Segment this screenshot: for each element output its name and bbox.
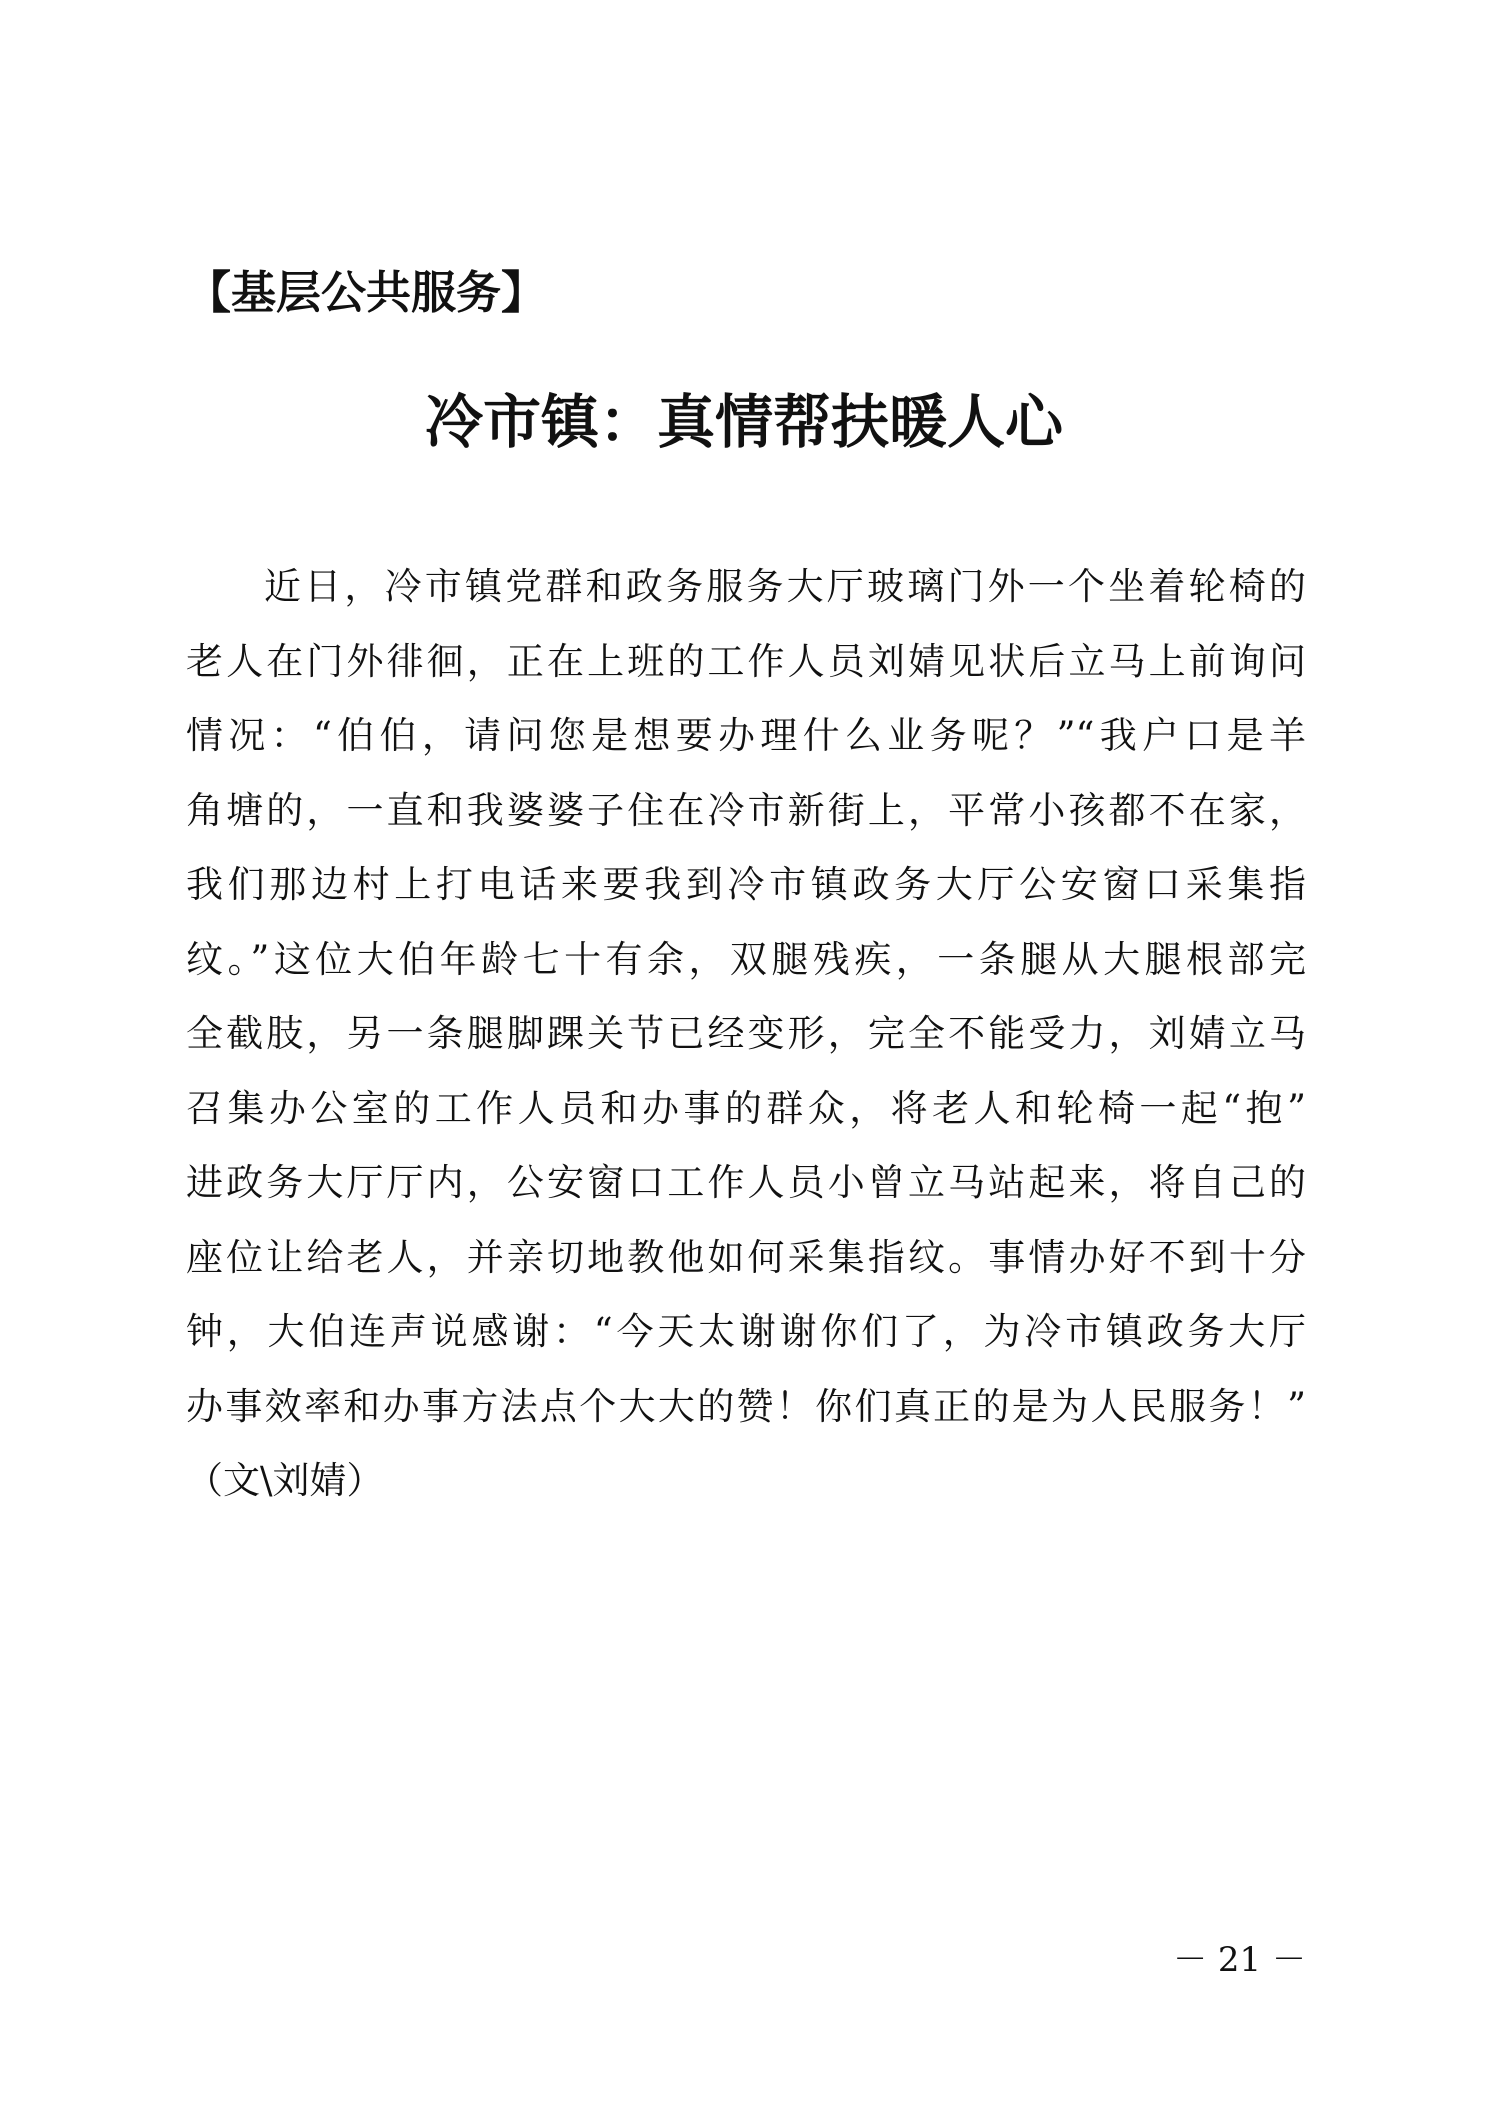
body-line: 情况：“伯伯，请问您是想要办理什么业务呢？”“我户口是羊 — [186, 714, 1306, 757]
body-line: 老人在门外徘徊，正在上班的工作人员刘婧见状后立马上前询问 — [186, 639, 1306, 683]
article-body — [186, 550, 1306, 1519]
body-line: 座位让给老人，并亲切地教他如何采集指纹。事情办好不到十分 — [186, 1235, 1306, 1279]
body-line: 进政务大厅厅内，公安窗口工作人员小曾立马站起来，将自己的 — [186, 1161, 1306, 1204]
page-number: － 21 － — [1173, 1940, 1306, 1980]
body-line: 钟，大伯连声说感谢：“今天太谢谢你们了，为冷市镇政务大厅 — [186, 1310, 1306, 1353]
body-line: 近日，冷市镇党群和政务服务大厅玻璃门外一个坐着轮椅的 — [264, 565, 1306, 608]
author-credit: （文\刘婧） — [186, 1459, 384, 1502]
body-line: 召集办公室的工作人员和办事的群众，将老人和轮椅一起“抱” — [186, 1086, 1306, 1130]
body-line: 我们那边村上打电话来要我到冷市镇政务大厅公安窗口采集指 — [186, 863, 1306, 906]
article-title: 冷市镇：真情帮扶暖人心 — [424, 388, 1063, 456]
body-line: 角塘的，一直和我婆婆子住在冷市新街上，平常小孩都不在家， — [186, 788, 1306, 832]
body-line: 纹。”这位大伯年龄七十有余，双腿残疾，一条腿从大腿根部完 — [186, 937, 1306, 981]
section-tag: 【基层公共服务】 — [186, 266, 547, 319]
body-line: 办事效率和办事方法点个大大的赞！你们真正的是为人民服务！” — [186, 1384, 1306, 1428]
body-line: 全截肢，另一条腿脚踝关节已经变形，完全不能受力，刘婧立马 — [186, 1012, 1306, 1055]
